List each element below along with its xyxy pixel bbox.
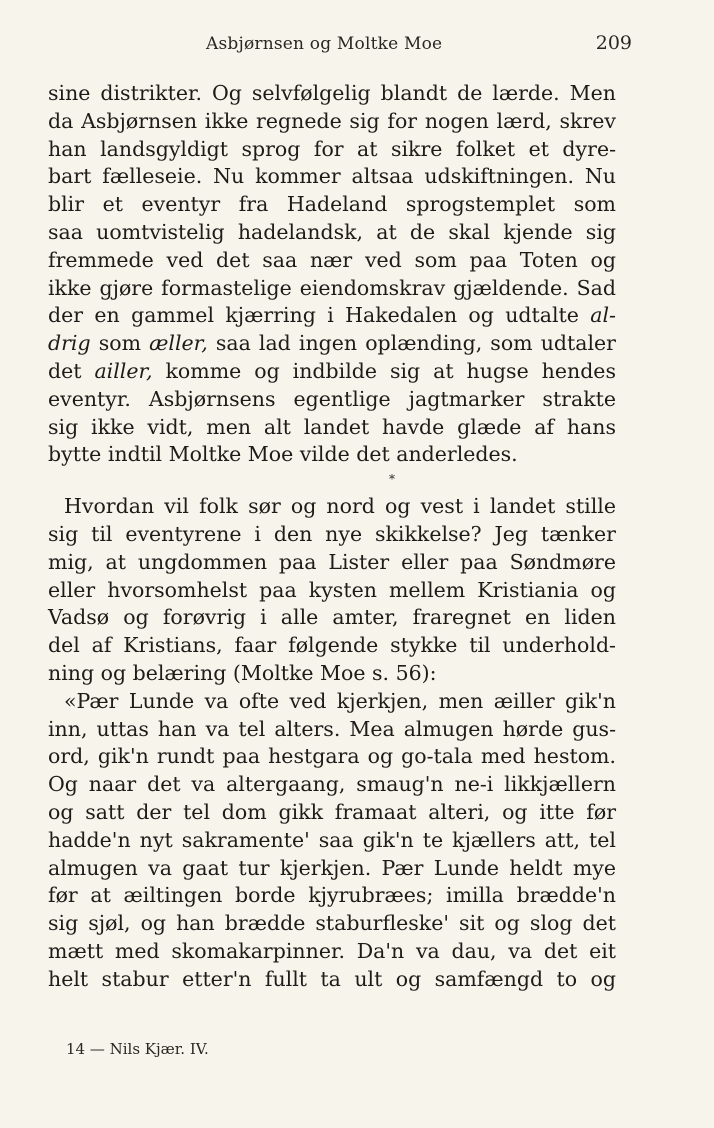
- text-line: han landsgyldigt sprog for at sikre folket et dyre-: [48, 136, 616, 161]
- text-line: del af Kristians, faar følgende stykke til underhold-: [48, 633, 616, 658]
- text-line: «Pær Lunde va ofte ved kjerkjen, men æiller gik'n: [64, 688, 616, 713]
- text-line: før at æiltingen borde kjyrubræes; imilla brædde'n: [48, 883, 616, 908]
- text-line: Hvordan vil folk sør og nord og vest i landet stille: [64, 494, 616, 519]
- text-line: hadde'n nyt sakramente' saa gik'n te kjællers att, tel: [48, 827, 616, 852]
- text-line: bytte indtil Moltke Moe vilde det anderledes.: [48, 442, 518, 467]
- text-segment: det: [48, 358, 82, 383]
- text-line: sig ikke vidt, men alt landet havde glæde af hans: [48, 414, 616, 439]
- text-segment: komme og indbilde sig at hugse hendes: [165, 358, 616, 383]
- running-head: [48, 32, 632, 66]
- text-line: sig til eventyrene i den nye skikkelse? Jeg tænker: [48, 521, 616, 546]
- text-line: [48, 330, 616, 358]
- text-line: mætt med skomakarpinner. Da'n va dau, va det eit: [48, 938, 616, 963]
- page-number: 209: [595, 32, 632, 54]
- book-page: [48, 32, 632, 994]
- text-line: eller hvorsomhelst paa kysten mellem Kristiania og: [48, 577, 616, 602]
- text-line: sig sjøl, og han brædde staburfleske' sit og slog det: [48, 911, 616, 936]
- section-mark: *: [389, 472, 395, 487]
- paragraph-3-quote: [48, 688, 616, 994]
- text-line: saa uomtvistelig hadelandsk, at de skal kjende sig: [48, 219, 616, 244]
- italic-word: drig: [48, 331, 91, 356]
- text-line: almugen va gaat tur kjerkjen. Pær Lunde heldt mye: [48, 855, 616, 880]
- text-line: blir et eventyr fra Hadeland sprogstemplet som: [48, 192, 616, 217]
- text-segment: der en gammel kjærring i Hakedalen og udtalte: [48, 303, 579, 328]
- text-line: ord, gik'n rundt paa hestgara og go-tala med hestom.: [48, 744, 616, 769]
- text-line: helt stabur etter'n fullt ta ult og samfængd to og: [48, 966, 616, 991]
- text-line: [48, 302, 616, 330]
- text-line: ikke gjøre formastelige eiendomskrav gjældende. Sad: [48, 275, 616, 300]
- text-line: sine distrikter. Og selvfølgelig blandt de lærde. Men: [48, 81, 616, 105]
- text-line: og satt der tel dom gikk framaat alteri, og itte før: [48, 799, 616, 824]
- italic-word: ailler,: [94, 358, 153, 383]
- signature-footer: 14 — Nils Kjær. IV.: [66, 1040, 209, 1058]
- text-line: ning og belæring (Moltke Moe s. 56):: [48, 660, 437, 685]
- text-line: mig, at ungdommen paa Lister eller paa Søndmøre: [48, 549, 616, 574]
- text-segment: saa lad ingen oplænding, som udtaler: [215, 331, 616, 356]
- text-line: [48, 358, 616, 386]
- text-line: inn, uttas han va tel alters. Mea almugen hørde gus-: [48, 716, 616, 741]
- text-line: Vadsø og forøvrig i alle amter, fraregnet en liden: [48, 605, 616, 630]
- italic-word: al-: [590, 303, 616, 328]
- paragraph-1: [48, 80, 616, 469]
- italic-word: æller,: [149, 331, 208, 356]
- text-line: Og naar det va altergaang, smaug'n ne-i likkjællern: [48, 772, 616, 797]
- text-segment: som: [98, 331, 142, 356]
- text-line: bart fælleseie. Nu kommer altsaa udskiftningen. Nu: [48, 164, 616, 189]
- paragraph-2: [48, 493, 616, 688]
- text-line: da Asbjørnsen ikke regnede sig for nogen lærd, skrev: [48, 108, 616, 133]
- text-line: eventyr. Asbjørnsens egentlige jagtmarker strakte: [48, 386, 616, 411]
- running-title: Asbjørnsen og Moltke Moe: [206, 34, 443, 54]
- text-line: fremmede ved det saa nær ved som paa Toten og: [48, 247, 616, 272]
